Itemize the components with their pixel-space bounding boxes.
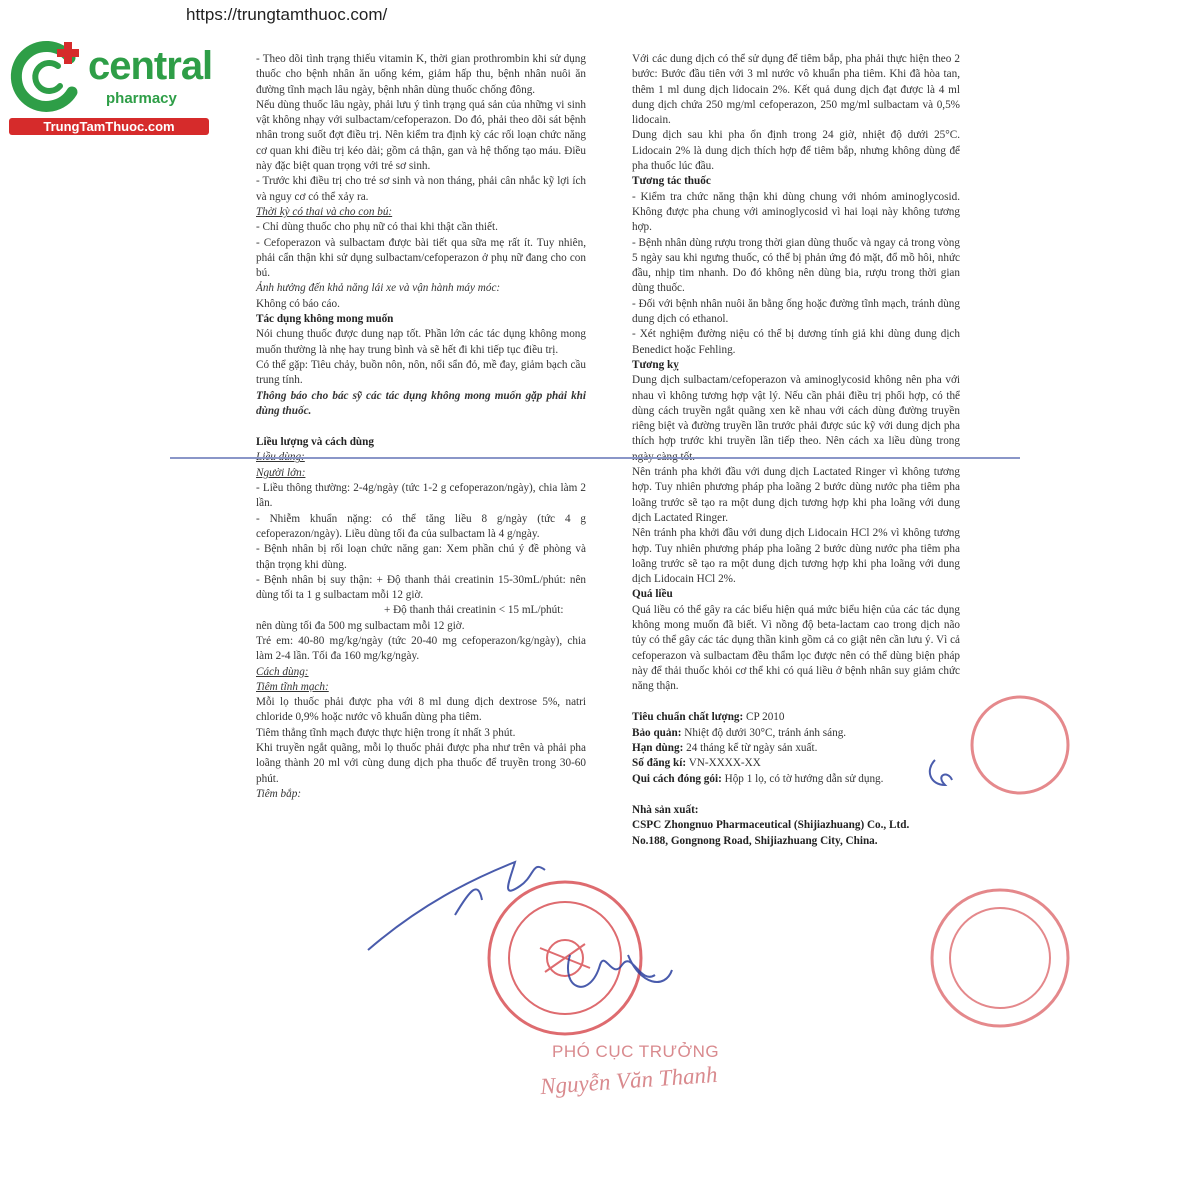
official-seal-icon	[489, 882, 641, 1034]
paragraph: Tiêm thẳng tĩnh mạch được thực hiện trong ít nhất 3 phút.	[256, 726, 516, 739]
storage: Bảo quản: Nhiệt độ dưới 30°C, tránh ánh sáng.	[632, 726, 847, 739]
logo-sub-text: pharmacy	[106, 90, 177, 107]
paragraph: Với các dung dịch có thể sử dụng để tiêm bắp, pha phải thực hiện theo 2 bước: Bước đầu tiên với 3 ml nước vô khuẩn pha tiêm. Khi đã hòa tan, thêm 1 ml dung dịch lidocain 2%. Kết quả dung dịch đạt được là 4 ml dung dịch chứa 250 mg/ml cefoperazon, 250 mg/ml sulbactam và 0,5% lidocain.	[632, 53, 960, 127]
registration-number: Số đăng kí: VN-XXXX-XX	[632, 757, 761, 770]
heading-im: Tiêm bắp:	[256, 787, 302, 800]
manufacturer-address: No.188, Gongnong Road, Shijiazhuang City, China.	[632, 834, 878, 847]
manufacturer-label: Nhà sản xuất:	[632, 803, 699, 816]
paragraph: + Độ thanh thải creatinin < 15 mL/phút:	[384, 604, 564, 617]
paragraph: - Trước khi điều trị cho trẻ sơ sinh và non tháng, phải cân nhắc kỹ lợi ích và nguy cơ có thể xảy ra.	[256, 175, 586, 203]
heading-adult: Người lớn:	[256, 466, 306, 479]
heading-dose: Liều dùng:	[256, 451, 305, 464]
paragraph: - Theo dõi tình trạng thiếu vitamin K, thời gian prothrombin khi sử dụng thuốc cho bệnh nhân ăn uống kém, giảm hấp thu, bệnh nhân nuôi ăn đường tĩnh mạch lâu ngày, bệnh nhân dùng thuốc chống đông.	[256, 53, 586, 96]
paragraph: - Bệnh nhân dùng rượu trong thời gian dùng thuốc và ngay cả trong vòng 5 ngày sau khi ngưng thuốc, có thể bị phản ứng đỏ mặt, đổ mồ hôi, nhức đầu, nhịp tim nhanh. Do đó không nên dùng bia, rượu trong thời gian dùng thuốc.	[632, 236, 960, 295]
paragraph: - Bệnh nhân bị rối loạn chức năng gan: Xem phần chú ý đề phòng và thận trọng khi dùng.	[256, 543, 586, 571]
heading-interaction: Tương tác thuốc	[632, 175, 711, 188]
paragraph: - Xét nghiệm đường niệu có thể bị dương tính giả khi dùng dung dịch Benedict hoặc Fehling.	[632, 328, 960, 356]
paragraph: Không có báo cáo.	[256, 297, 340, 310]
adverse-notice: Thông báo cho bác sỹ các tác dụng không mong muốn gặp phải khi dùng thuốc.	[256, 389, 586, 417]
heading-overdose: Quá liều	[632, 588, 673, 601]
quality-standard: Tiêu chuẩn chất lượng: CP 2010	[632, 711, 785, 724]
paragraph: Nên tránh pha khởi đầu với dung dịch Lactated Ringer vì không tương hợp. Tuy nhiên phương pháp pha loãng 2 bước dùng nước pha tiêm pha loãng trước sẽ tạo ra một dung dịch tương hợp khi pha loãng với dung dịch Lactated Ringer.	[632, 466, 960, 524]
signature-icon	[368, 760, 952, 987]
paragraph: Mỗi lọ thuốc phải được pha với 8 ml dung dịch dextrose 5%, natri chloride 0,9% hoặc nước vô khuẩn dùng pha tiêm.	[256, 696, 586, 724]
heading-adverse-effects: Tác dụng không mong muốn	[256, 313, 394, 326]
margin-seal-icon	[972, 697, 1068, 793]
heading-pregnancy: Thời kỳ có thai và cho con bú:	[256, 205, 393, 218]
heading-incompatibility: Tương kỵ	[632, 358, 679, 371]
paragraph: Khi truyền ngắt quãng, mỗi lọ thuốc phải được pha như trên và phải pha loãng thành 20 ml với cùng dung dịch pha thuốc để truyền trong 30-60 phút.	[256, 742, 586, 785]
paragraph: Dung dịch sau khi pha ổn định trong 24 giờ, nhiệt độ dưới 25°C. Lidocain 2% là dung dịch thích hợp để tiêm bắp, nhưng không dùng để pha thuốc lúc đầu.	[632, 129, 960, 173]
paragraph: Dung dịch sulbactam/cefoperazon và aminoglycosid không nên pha với nhau vì không tương hợp vật lý. Nếu cần phải điều trị phối hợp, có thể dùng cách truyền ngắt quãng xen kẽ nhau với cách dùng đường truyền riêng biệt và đường truyền lần trước phải được súc kỹ với dung dịch pha thích hợp trước khi truyền lần tiếp theo. Nên cách xa liều dùng trong ngày càng tốt.	[632, 374, 960, 463]
packaging: Qui cách đóng gói: Hộp 1 lọ, có tờ hướng dẫn sử dụng.	[632, 772, 884, 785]
manufacturer-name: CSPC Zhongnuo Pharmaceutical (Shijiazhuang) Co., Ltd.	[632, 819, 910, 832]
paragraph: - Liều thông thường: 2-4g/ngày (tức 1-2 g cefoperazon/ngày), chia làm 2 lần.	[256, 482, 586, 510]
heading-dosage: Liều lượng và cách dùng	[256, 436, 374, 449]
secondary-seal-icon	[932, 890, 1068, 1026]
paragraph: Nếu dùng thuốc lâu ngày, phải lưu ý tình trạng quá sản của những vi sinh vật không nhạy với sulbactam/cefoperazon. Do đó, phải theo dõi sát bệnh nhân trong suốt đợt điều trị. Nên kiểm tra định kỳ các rối loạn chức năng cơ quan khi điều trị kéo dài; gồm cả thận, gan và hệ thống tạo máu. Điều này đặc biệt quan trọng với trẻ sơ sinh.	[256, 98, 586, 173]
paragraph: - Chỉ dùng thuốc cho phụ nữ có thai khi thật cần thiết.	[256, 221, 498, 234]
paragraph: Có thể gặp: Tiêu chảy, buồn nôn, nôn, nổi sẩn đỏ, mề đay, giảm bạch cầu trung tính.	[256, 358, 586, 387]
paragraph: Trẻ em: 40-80 mg/kg/ngày (tức 20-40 mg cefoperazon/kg/ngày), chia làm 2-4 lần. Tối đa 160 mg/kg/ngày.	[256, 634, 586, 663]
expiry: Hạn dùng: 24 tháng kể từ ngày sản xuất.	[632, 742, 818, 755]
paragraph: - Kiểm tra chức năng thận khi dùng chung với nhóm aminoglycosid. Không được pha chung với aminoglycosid vì hai loại này không tương hợp.	[632, 190, 960, 234]
signer-name: Nguyễn Văn Thanh	[539, 1061, 719, 1100]
heading-driving: Ảnh hưởng đến khả năng lái xe và vận hành máy móc:	[256, 282, 501, 295]
paragraph: Nên tránh pha khởi đầu với dung dịch Lidocain HCl 2% vì không tương hợp. Tuy nhiên phương pháp pha loãng 2 bước dùng nước pha tiêm pha loãng trước sẽ tạo ra một dung dịch tương hợp khi pha loãng với dung dịch Lidocain HCl 2%.	[632, 527, 960, 586]
logo-brand-text: central	[88, 44, 213, 88]
paragraph: Quá liều có thể gây ra các biểu hiện quá mức biểu hiện của các tác dụng không mong muốn đã biết. Vì nồng độ beta-lactam cao trong dịch não tủy có thể gây các tác dụng thần kinh gồm cả co giật nên cần lưu ý. Vì cả cefoperazon và sulbactam đều thẩm lọc được nên có thể dùng biện pháp này để thải thuốc khỏi cơ thể khi có quá liều ở bệnh nhân suy giảm chức năng thận.	[632, 603, 960, 693]
heading-usage: Cách dùng:	[256, 665, 309, 678]
signer-title: PHÓ CỤC TRƯỞNG	[552, 1042, 720, 1061]
paragraph: - Nhiễm khuẩn nặng: có thể tăng liều 8 g/ngày (tức 4 g cefoperazon/ngày). Liều dùng tối đa của sulbactam là 4 g/ngày.	[256, 512, 586, 540]
paragraph: - Cefoperazon và sulbactam được bài tiết qua sữa mẹ rất ít. Tuy nhiên, phải cẩn thận khi sử dụng sulbactam/cefoperazon ở phụ nữ đang cho con bú.	[256, 236, 586, 280]
paragraph: nên dùng tối đa 500 mg sulbactam mỗi 12 giờ.	[256, 619, 465, 632]
paragraph: Nói chung thuốc được dung nạp tốt. Phần lớn các tác dụng không mong muốn thường là nhẹ hay trung bình và sẽ hết đi khi tiếp tục điều trị.	[256, 328, 586, 356]
logo-site-banner[interactable]: TrungTamThuoc.com	[9, 118, 209, 135]
paragraph: - Đối với bệnh nhân nuôi ăn bằng ống hoặc đường tĩnh mạch, tránh dùng dung dịch có ethanol.	[632, 297, 960, 326]
source-url[interactable]: https://trungtamthuoc.com/	[186, 5, 388, 24]
heading-iv: Tiêm tĩnh mạch:	[256, 680, 329, 693]
paragraph: - Bệnh nhân bị suy thận: + Độ thanh thải creatinin 15-30mL/phút: nên dùng tối ta 1 g sulbactam mỗi 12 giờ.	[256, 573, 586, 602]
